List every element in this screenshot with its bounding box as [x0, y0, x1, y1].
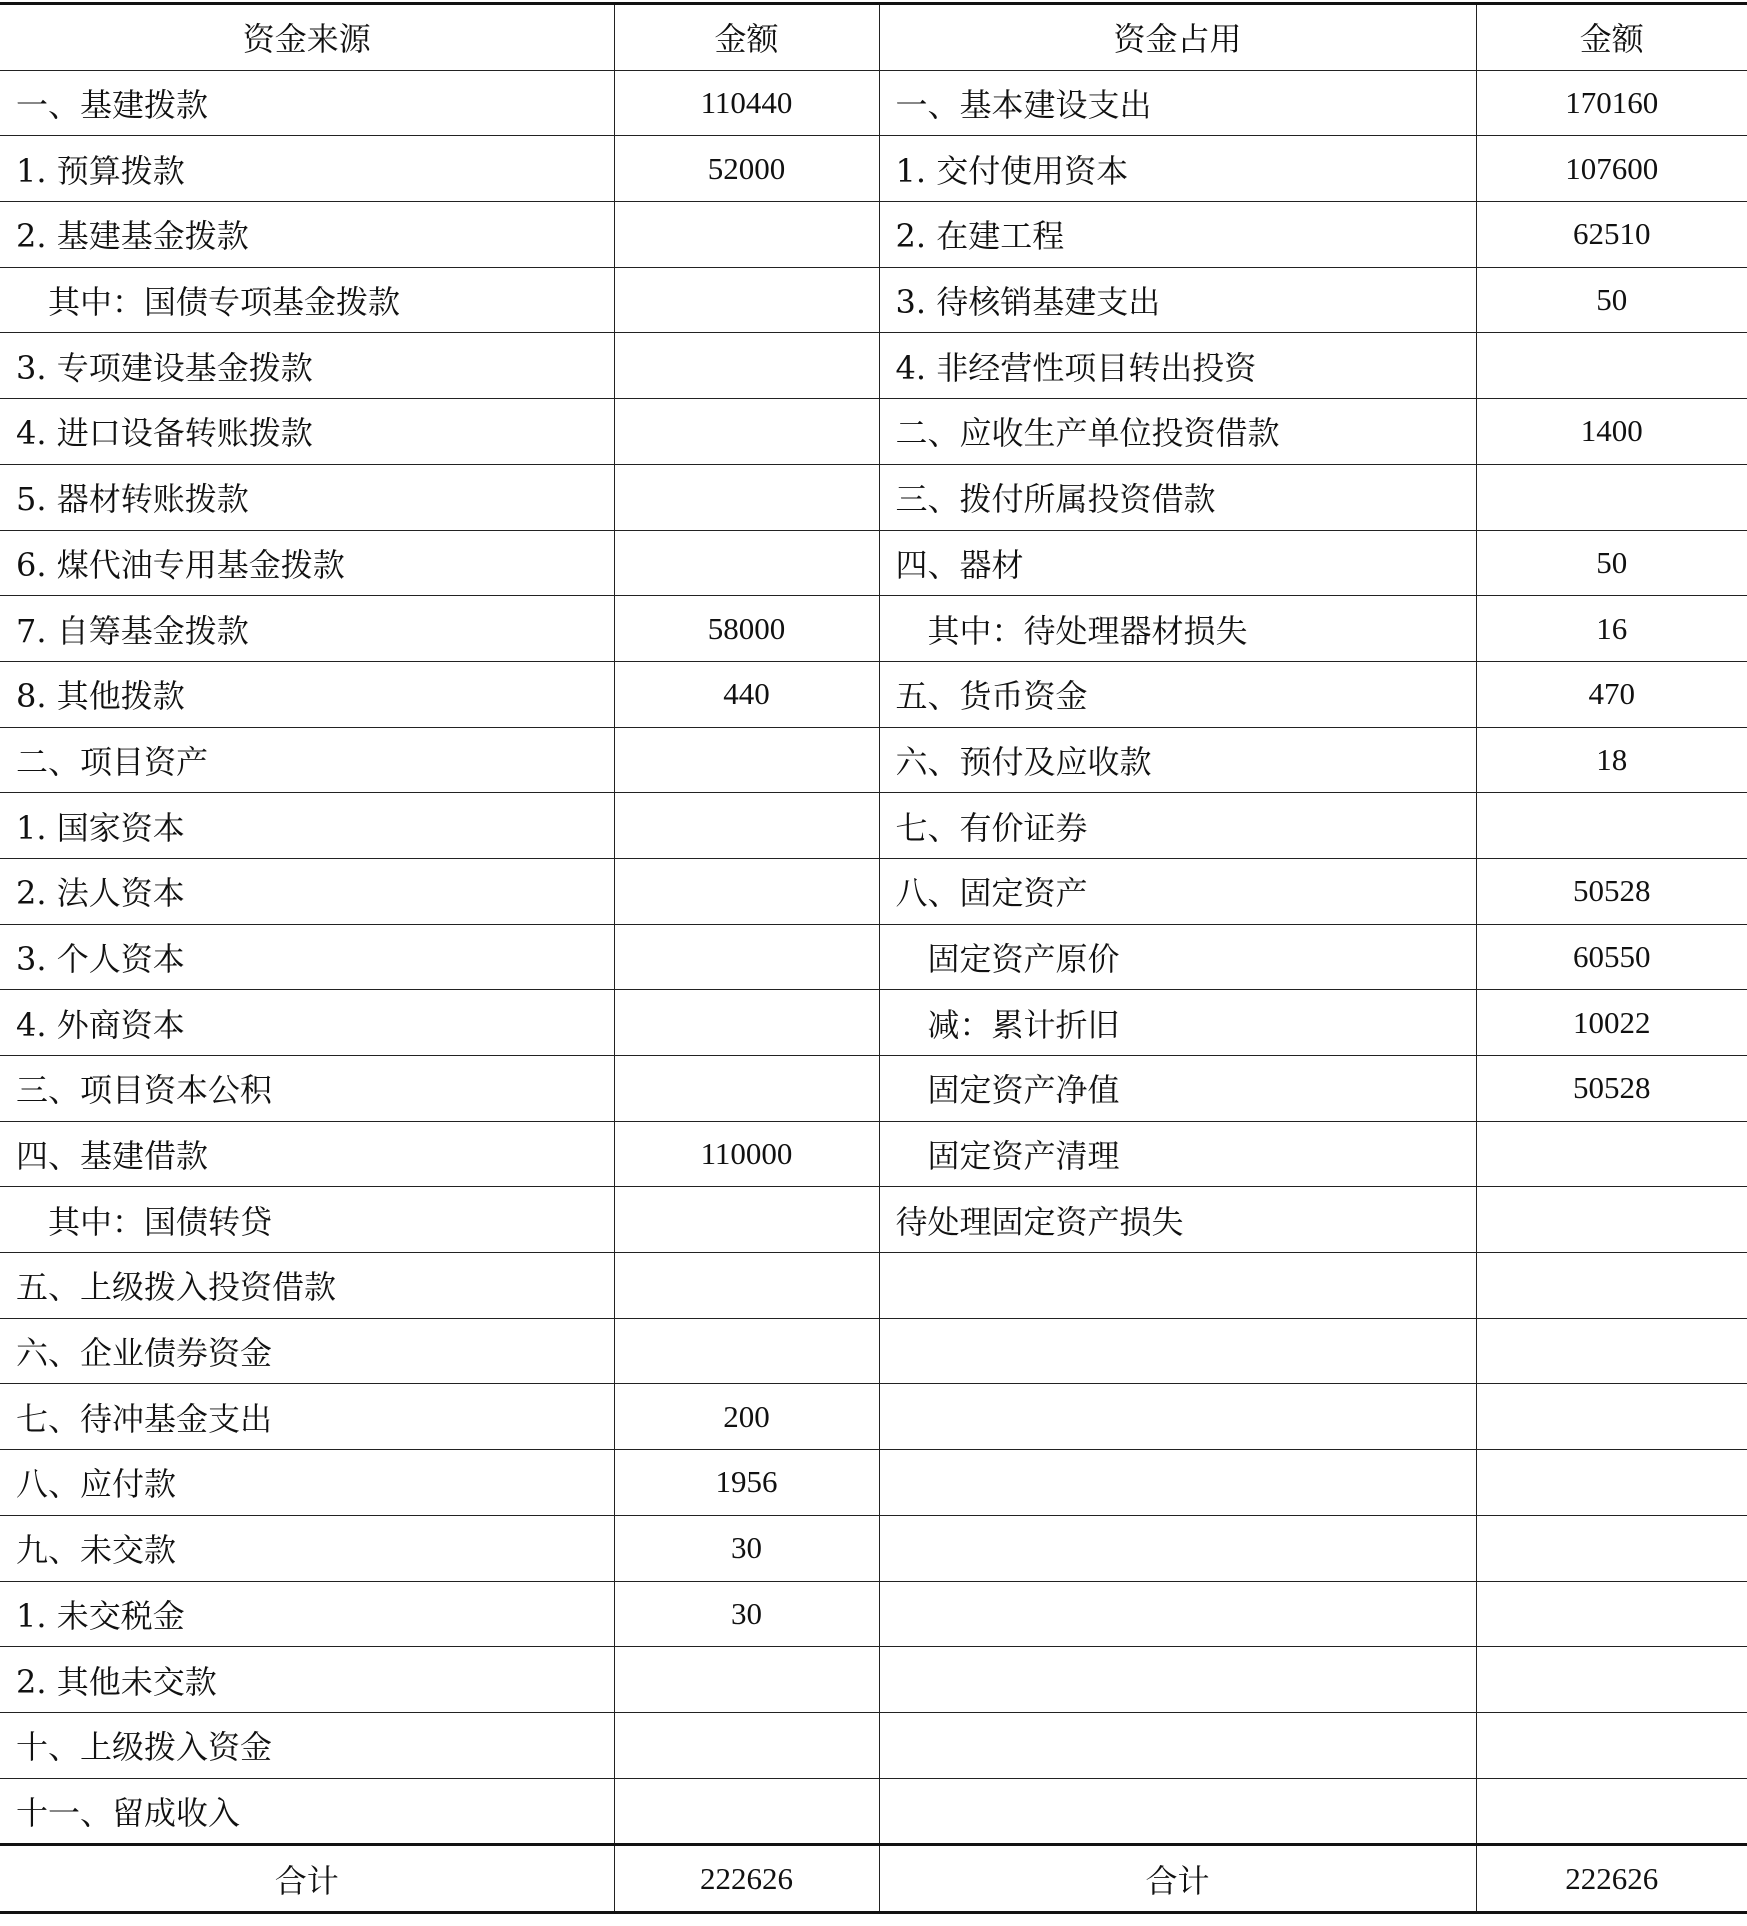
use-amount-cell: 170160: [1476, 70, 1747, 136]
totals-row: [0, 1845, 1747, 1913]
source-amount-cell: [614, 202, 879, 268]
fund-use-cell: 4. 非经营性项目转出投资: [879, 333, 1476, 399]
use-amount-cell: [1476, 1778, 1747, 1845]
fund-source-cell: 十、上级拨入资金: [0, 1712, 614, 1778]
table-row: [0, 70, 1747, 136]
use-amount-cell: [1476, 1581, 1747, 1647]
fund-source-cell: 一、基建拨款: [0, 70, 614, 136]
use-amount-cell: [1476, 793, 1747, 859]
table-row: [0, 1056, 1747, 1122]
use-amount-cell: [1476, 1253, 1747, 1319]
fund-use-cell: 二、应收生产单位投资借款: [879, 399, 1476, 465]
fund-use-cell: 减：累计折旧: [879, 990, 1476, 1056]
fund-source-cell: 四、基建借款: [0, 1121, 614, 1187]
fund-source-cell: 7. 自筹基金拨款: [0, 596, 614, 662]
source-amount-cell: [614, 1318, 879, 1384]
fund-source-cell: 4. 进口设备转账拨款: [0, 399, 614, 465]
table-row: [0, 990, 1747, 1056]
fund-use-cell: 四、器材: [879, 530, 1476, 596]
use-amount-cell: [1476, 1712, 1747, 1778]
use-amount-cell: 18: [1476, 727, 1747, 793]
table-row: [0, 1253, 1747, 1319]
use-amount-cell: 10022: [1476, 990, 1747, 1056]
use-amount-cell: 62510: [1476, 202, 1747, 268]
use-amount-cell: [1476, 1318, 1747, 1384]
use-amount-cell: 50: [1476, 267, 1747, 333]
table-row: [0, 596, 1747, 662]
header-source-amount: 金额: [614, 4, 879, 71]
use-amount-cell: 50: [1476, 530, 1747, 596]
fund-source-cell: 九、未交款: [0, 1515, 614, 1581]
total-use-label: 合计: [879, 1845, 1476, 1913]
source-amount-cell: 110000: [614, 1121, 879, 1187]
source-amount-cell: [614, 1253, 879, 1319]
source-amount-cell: 52000: [614, 136, 879, 202]
fund-source-cell: 十一、留成收入: [0, 1778, 614, 1845]
source-amount-cell: [614, 464, 879, 530]
use-amount-cell: 16: [1476, 596, 1747, 662]
source-amount-cell: [614, 1778, 879, 1845]
table-body: [0, 70, 1747, 1845]
fund-use-cell: [879, 1778, 1476, 1845]
fund-use-cell: 固定资产原价: [879, 924, 1476, 990]
source-amount-cell: 30: [614, 1515, 879, 1581]
fund-use-cell: 八、固定资产: [879, 858, 1476, 924]
fund-source-cell: 1. 预算拨款: [0, 136, 614, 202]
header-fund-source: 资金来源: [0, 4, 614, 71]
total-source-amount: 222626: [614, 1845, 879, 1913]
fund-use-cell: 1. 交付使用资本: [879, 136, 1476, 202]
fund-use-cell: 六、预付及应收款: [879, 727, 1476, 793]
fund-source-cell: 其中：国债转贷: [0, 1187, 614, 1253]
header-use-amount: 金额: [1476, 4, 1747, 71]
fund-use-cell: [879, 1712, 1476, 1778]
source-amount-cell: [614, 1056, 879, 1122]
table-row: [0, 727, 1747, 793]
fund-source-cell: 三、项目资本公积: [0, 1056, 614, 1122]
fund-use-cell: 固定资产清理: [879, 1121, 1476, 1187]
use-amount-cell: 60550: [1476, 924, 1747, 990]
fund-source-cell: 5. 器材转账拨款: [0, 464, 614, 530]
header-fund-use: 资金占用: [879, 4, 1476, 71]
source-amount-cell: 440: [614, 661, 879, 727]
fund-balance-table: [0, 2, 1747, 1914]
table-row: [0, 202, 1747, 268]
fund-source-cell: 3. 个人资本: [0, 924, 614, 990]
fund-source-cell: 3. 专项建设基金拨款: [0, 333, 614, 399]
table-row: [0, 1384, 1747, 1450]
total-use-amount: 222626: [1476, 1845, 1747, 1913]
use-amount-cell: 50528: [1476, 1056, 1747, 1122]
table-row: [0, 1712, 1747, 1778]
source-amount-cell: 30: [614, 1581, 879, 1647]
use-amount-cell: [1476, 1121, 1747, 1187]
fund-use-cell: [879, 1581, 1476, 1647]
fund-source-cell: 1. 未交税金: [0, 1581, 614, 1647]
fund-source-cell: 八、应付款: [0, 1450, 614, 1516]
use-amount-cell: [1476, 1450, 1747, 1516]
header-row: [0, 4, 1747, 71]
use-amount-cell: [1476, 1187, 1747, 1253]
fund-use-cell: 3. 待核销基建支出: [879, 267, 1476, 333]
source-amount-cell: [614, 990, 879, 1056]
table-row: [0, 1581, 1747, 1647]
source-amount-cell: [614, 1647, 879, 1713]
table-row: [0, 1778, 1747, 1845]
table-row: [0, 464, 1747, 530]
fund-use-cell: [879, 1647, 1476, 1713]
table-row: [0, 1187, 1747, 1253]
total-source-label: 合计: [0, 1845, 614, 1913]
fund-source-cell: 1. 国家资本: [0, 793, 614, 859]
use-amount-cell: [1476, 1515, 1747, 1581]
source-amount-cell: [614, 530, 879, 596]
table-row: [0, 924, 1747, 990]
source-amount-cell: [614, 924, 879, 990]
use-amount-cell: 1400: [1476, 399, 1747, 465]
table-row: [0, 661, 1747, 727]
use-amount-cell: 107600: [1476, 136, 1747, 202]
fund-source-cell: 六、企业债券资金: [0, 1318, 614, 1384]
table-row: [0, 1450, 1747, 1516]
table-row: [0, 530, 1747, 596]
use-amount-cell: 50528: [1476, 858, 1747, 924]
fund-use-cell: 一、基本建设支出: [879, 70, 1476, 136]
table-row: [0, 793, 1747, 859]
table-row: [0, 1515, 1747, 1581]
fund-use-cell: 待处理固定资产损失: [879, 1187, 1476, 1253]
source-amount-cell: 58000: [614, 596, 879, 662]
source-amount-cell: [614, 858, 879, 924]
fund-source-cell: 4. 外商资本: [0, 990, 614, 1056]
fund-use-cell: 三、拨付所属投资借款: [879, 464, 1476, 530]
use-amount-cell: [1476, 1647, 1747, 1713]
fund-use-cell: [879, 1253, 1476, 1319]
table-row: [0, 267, 1747, 333]
use-amount-cell: 470: [1476, 661, 1747, 727]
fund-use-cell: [879, 1318, 1476, 1384]
source-amount-cell: [614, 1712, 879, 1778]
table-row: [0, 1121, 1747, 1187]
fund-source-cell: 五、上级拨入投资借款: [0, 1253, 614, 1319]
fund-use-cell: 固定资产净值: [879, 1056, 1476, 1122]
fund-use-cell: 五、货币资金: [879, 661, 1476, 727]
fund-source-cell: 8. 其他拨款: [0, 661, 614, 727]
source-amount-cell: [614, 333, 879, 399]
table-row: [0, 399, 1747, 465]
fund-use-cell: 其中：待处理器材损失: [879, 596, 1476, 662]
use-amount-cell: [1476, 333, 1747, 399]
source-amount-cell: 110440: [614, 70, 879, 136]
source-amount-cell: 1956: [614, 1450, 879, 1516]
source-amount-cell: [614, 1187, 879, 1253]
source-amount-cell: [614, 727, 879, 793]
fund-source-cell: 2. 基建基金拨款: [0, 202, 614, 268]
table-row: [0, 333, 1747, 399]
fund-source-cell: 二、项目资产: [0, 727, 614, 793]
use-amount-cell: [1476, 1384, 1747, 1450]
fund-source-cell: 其中：国债专项基金拨款: [0, 267, 614, 333]
source-amount-cell: [614, 267, 879, 333]
table-row: [0, 1318, 1747, 1384]
fund-source-cell: 6. 煤代油专用基金拨款: [0, 530, 614, 596]
source-amount-cell: [614, 399, 879, 465]
source-amount-cell: 200: [614, 1384, 879, 1450]
table-row: [0, 1647, 1747, 1713]
fund-source-cell: 2. 其他未交款: [0, 1647, 614, 1713]
fund-source-cell: 七、待冲基金支出: [0, 1384, 614, 1450]
fund-source-cell: 2. 法人资本: [0, 858, 614, 924]
table-row: [0, 136, 1747, 202]
fund-use-cell: [879, 1384, 1476, 1450]
source-amount-cell: [614, 793, 879, 859]
fund-use-cell: [879, 1515, 1476, 1581]
fund-use-cell: 2. 在建工程: [879, 202, 1476, 268]
table-row: [0, 858, 1747, 924]
fund-use-cell: 七、有价证券: [879, 793, 1476, 859]
use-amount-cell: [1476, 464, 1747, 530]
fund-use-cell: [879, 1450, 1476, 1516]
